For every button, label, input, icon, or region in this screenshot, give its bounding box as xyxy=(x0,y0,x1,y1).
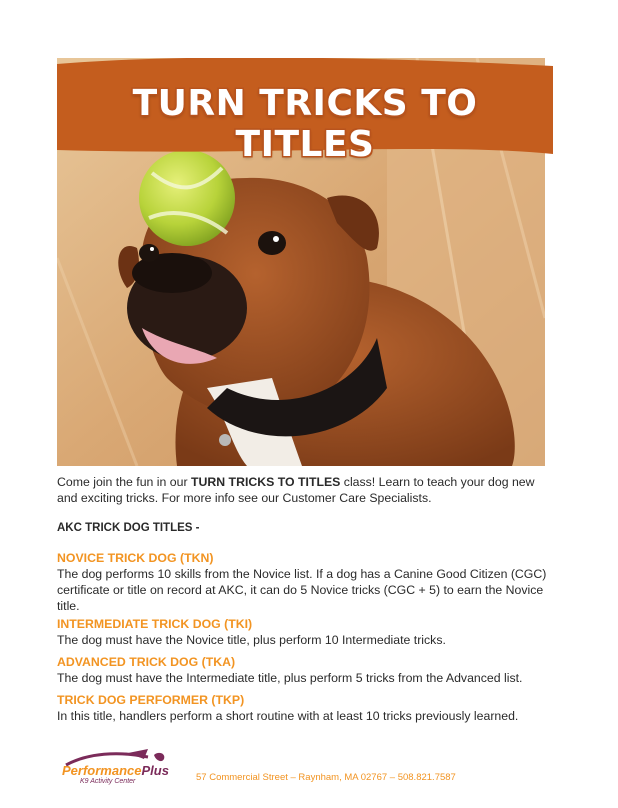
logo-subtitle: K9 Activity Center xyxy=(80,778,136,785)
logo-plus: Plus xyxy=(141,763,169,778)
title-heading-intermediate: INTERMEDIATE TRICK DOG (TKI) xyxy=(57,617,253,631)
logo-name: Performance xyxy=(62,763,142,778)
title-description-novice: The dog performs 10 skills from the Novice list. If a dog has a Canine Good Citizen (CGC) certificate or title on record at AKC, it can do 5 Novice tricks (CGC + 5) to earn the Novice title. xyxy=(57,567,547,613)
flyer-content xyxy=(57,474,557,726)
title-description-advanced: The dog must have the Intermediate title, plus perform 5 tricks from the Advanced list. xyxy=(57,671,523,685)
title-heading-performer: TRICK DOG PERFORMER (TKP) xyxy=(57,693,245,707)
performance-plus-logo xyxy=(58,747,178,793)
banner-title: TURN TRICKS TO TITLES xyxy=(132,83,478,165)
intro-lead: Come join the fun in our xyxy=(57,475,191,489)
footer-address: 57 Commercial Street – Raynham, MA 02767 – 508.821.7587 xyxy=(196,772,456,783)
title-banner xyxy=(57,58,553,165)
akc-heading: AKC TRICK DOG TITLES - xyxy=(57,522,200,534)
logo-wordmark xyxy=(62,763,169,778)
title-description-performer: In this title, handlers perform a short routine with at least 10 tricks previously learned. xyxy=(57,709,519,723)
intro-rest: class! Learn to teach your dog new and exciting tricks. For more info see our Customer Care Specialists. xyxy=(57,475,535,505)
title-heading-novice: NOVICE TRICK DOG (TKN) xyxy=(57,551,214,565)
title-heading-advanced: ADVANCED TRICK DOG (TKA) xyxy=(57,655,236,669)
title-description-intermediate: The dog must have the Novice title, plus perform 10 Intermediate tricks. xyxy=(57,633,446,647)
intro-emphasis: TURN TRICKS TO TITLES xyxy=(190,475,341,489)
intro-paragraph xyxy=(57,474,557,506)
